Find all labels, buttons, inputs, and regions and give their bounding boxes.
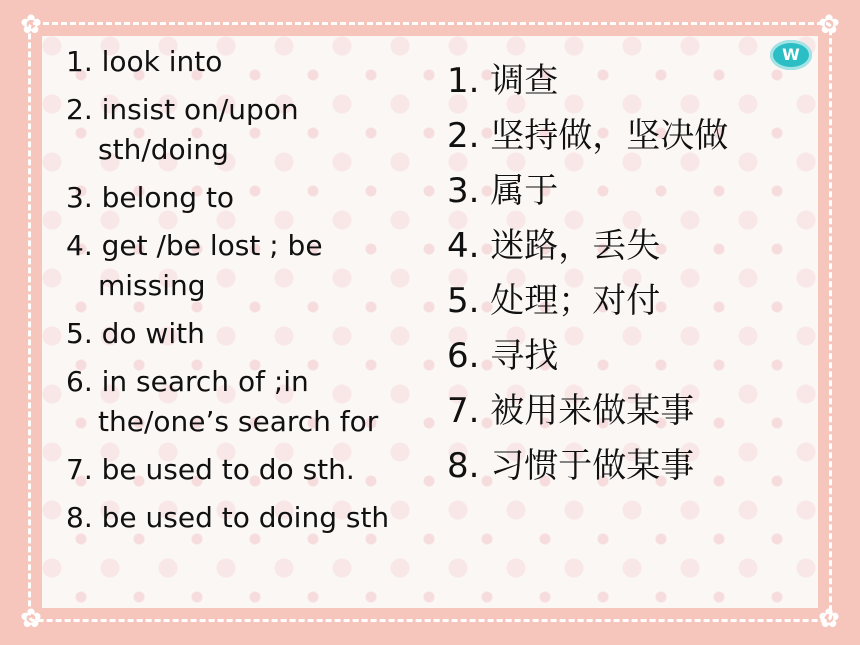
- chinese-meaning: 5. 处理；对付: [447, 281, 661, 321]
- english-phrase: 5. do with: [66, 317, 205, 350]
- flower-corner-icon: ✿: [20, 10, 42, 40]
- chinese-meaning: 2. 坚持做，坚决做: [447, 116, 729, 156]
- english-phrase: 6. in search of ;in the/one’s search for: [66, 365, 379, 438]
- chinese-meaning: 6. 寻找: [447, 336, 559, 376]
- english-phrase: 8. be used to doing sth: [66, 501, 390, 534]
- flower-corner-icon: ✿: [818, 10, 840, 40]
- logo-icon: W: [770, 40, 812, 70]
- chinese-meaning: 8. 习惯于做某事: [447, 446, 695, 486]
- english-phrase: 7. be used to do sth.: [66, 453, 355, 486]
- english-phrase: 2. insist on/upon sth/doing: [66, 93, 299, 166]
- chinese-meaning: 4. 迷路，丢失: [447, 226, 661, 266]
- chinese-meaning-list: [447, 54, 787, 494]
- chinese-meaning: 3. 属于: [447, 171, 559, 211]
- english-phrase-list: [66, 42, 406, 546]
- chinese-meaning: 1. 调查: [447, 61, 559, 101]
- english-phrase: 3. belong to: [66, 181, 235, 214]
- chinese-meaning: 7. 被用来做某事: [447, 391, 695, 431]
- english-phrase: 1. look into: [66, 45, 223, 78]
- flower-corner-icon: ✿: [20, 604, 42, 634]
- flower-corner-icon: ✿: [818, 604, 840, 634]
- english-phrase: 4. get /be lost ; be missing: [66, 229, 323, 302]
